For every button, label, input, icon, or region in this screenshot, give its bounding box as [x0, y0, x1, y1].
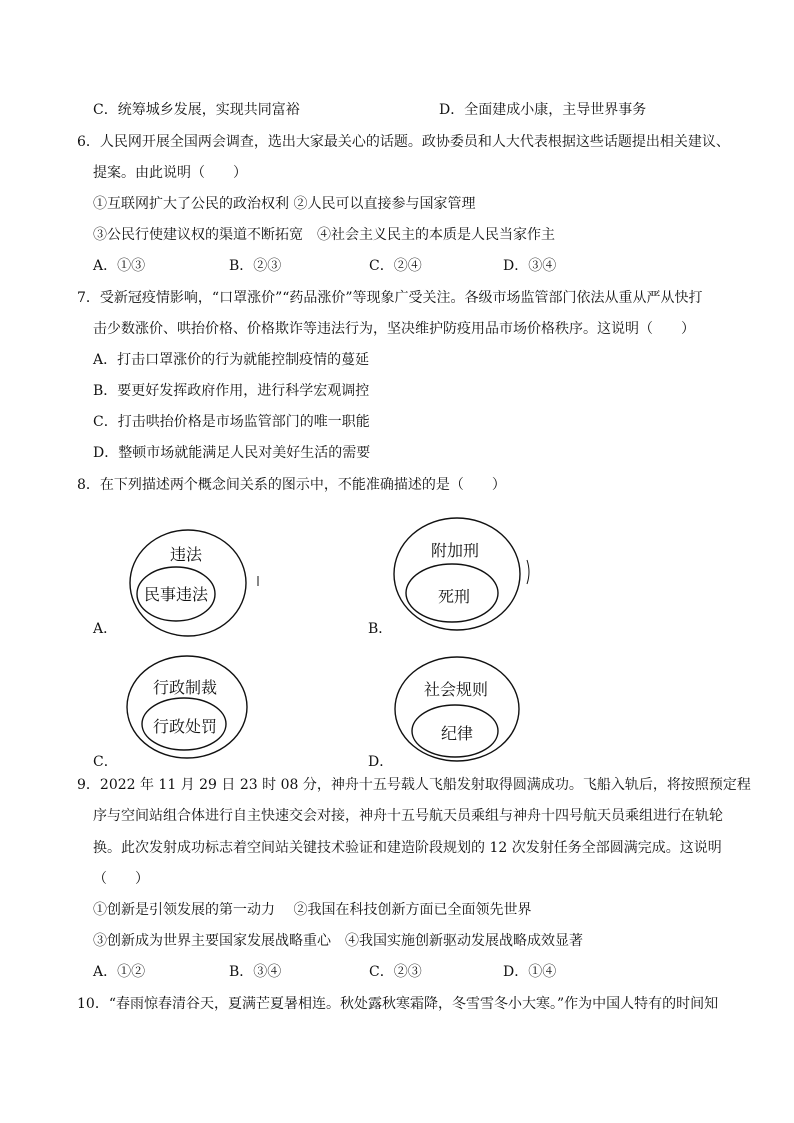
q5-option-c: C．统筹城乡发展，实现共同富裕	[93, 102, 300, 118]
q7-option-a: A．打击口罩涨价的行为就能控制疫情的蔓延	[93, 352, 370, 368]
venn-diagram-a	[118, 528, 263, 643]
diagram-d-label: D．	[368, 754, 394, 770]
q6-option-a: A．①③	[93, 258, 146, 274]
q9-option-b: B．③④	[229, 964, 282, 980]
venn-outer-label: 社会规则	[423, 680, 489, 699]
q9-option-a: A．①②	[93, 964, 146, 980]
q7-stem-line-1: 7．受新冠疫情影响，“口罩涨价”“药品涨价”等现象广受关注。各级市场监管部门依法从重从严从快打	[77, 290, 703, 306]
q7-option-c: C．打击哄抬价格是市场监管部门的唯一职能	[93, 414, 370, 430]
q7-option-b: B．要更好发挥政府作用，进行科学宏观调控	[93, 383, 370, 399]
venn-diagram-d	[391, 653, 536, 771]
q7-option-d: D．整顿市场就能满足人民对美好生活的需要	[93, 445, 371, 461]
q6-stem-line-2: 提案。由此说明（ ）	[93, 165, 247, 181]
diagram-b-label: B．	[368, 621, 393, 637]
q6-option-c: C．②④	[369, 258, 422, 274]
q9-stem-line-1: 9．2022 年 11 月 29 日 23 时 08 分，神舟十五号载人飞船发射取得圆满成功。飞船入轨后，将按照预定程	[77, 777, 751, 793]
q9-stem-line-2: 序与空间站组合体进行自主快速交会对接，神舟十五号航天员乘组与神舟十四号航天员乘组进行在轨轮	[93, 808, 723, 824]
venn-inner-label: 纪律	[440, 724, 474, 743]
q6-option-b: B．②③	[229, 258, 282, 274]
venn-inner-label: 行政处罚	[152, 717, 218, 736]
venn-inner-label: 死刑	[437, 587, 471, 606]
venn-outer-circle	[127, 656, 247, 758]
q9-items-line-2: ③创新成为世界主要国家发展战略重心 ④我国实施创新驱动发展战略成效显著	[93, 933, 583, 949]
q6-stem-line-1: 6．人民网开展全国两会调查，选出大家最关心的话题。政协委员和人大代表根据这些话题提出相关建议、	[77, 134, 730, 150]
venn-outer-label: 附加刑	[430, 541, 480, 560]
diagram-c-label: C．	[93, 754, 118, 770]
venn-outer-circle	[395, 657, 519, 761]
q9-stem-line-4: （ ）	[93, 871, 149, 887]
q6-items-line-2: ③公民行使建议权的渠道不断拓宽 ④社会主义民主的本质是人民当家作主	[93, 227, 555, 243]
q6-option-d: D．③④	[503, 258, 557, 274]
q9-items-line-1: ①创新是引领发展的第一动力 ②我国在科技创新方面已全面领先世界	[93, 902, 532, 918]
q9-option-c: C．②③	[369, 964, 422, 980]
q5-option-d: D．全面建成小康，主导世界事务	[439, 102, 647, 118]
venn-outer-circle	[394, 518, 520, 630]
venn-inner-label: 民事违法	[143, 585, 209, 604]
venn-outer-label: 违法	[169, 545, 203, 564]
venn-diagram-c	[115, 651, 260, 769]
q9-option-d: D．①④	[503, 964, 557, 980]
diagram-a-label: A．	[93, 621, 118, 637]
venn-diagram-b	[390, 514, 535, 639]
q8-stem: 8．在下列描述两个概念间关系的图示中，不能准确描述的是（ ）	[77, 477, 506, 493]
q9-stem-line-3: 换。此次发射成功标志着空间站关键技术验证和建造阶段规划的 12 次发射任务全部圆满完成。这说明	[93, 840, 722, 856]
q7-stem-line-2: 击少数涨价、哄抬价格、价格欺诈等违法行为，坚决维护防疫用品市场价格秩序。这说明（ ）	[93, 321, 695, 337]
q10-stem-line-1: 10．“春雨惊春清谷天，夏满芒夏暑相连。秋处露秋寒霜降，冬雪雪冬小大寒。”作为中国人特有的时间知	[77, 996, 719, 1012]
q6-items-line-1: ①互联网扩大了公民的政治权利 ②人民可以直接参与国家管理	[93, 196, 476, 212]
venn-outer-label: 行政制裁	[152, 678, 218, 697]
